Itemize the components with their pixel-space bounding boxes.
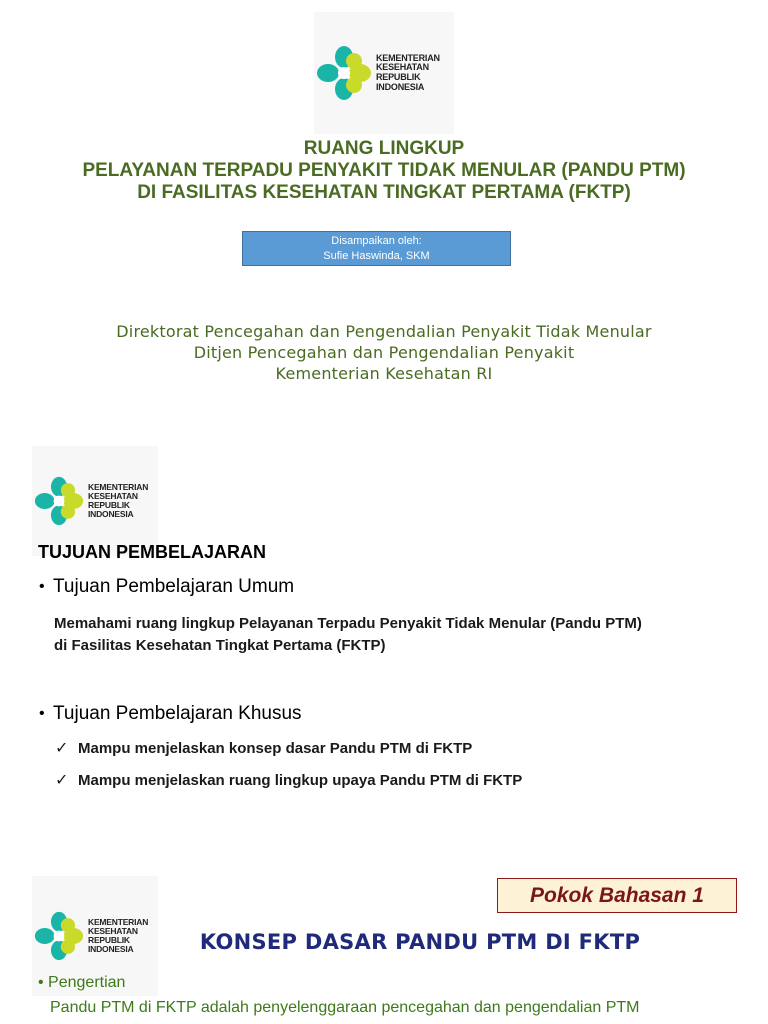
slide-title: KONSEP DASAR PANDU PTM DI FKTP xyxy=(199,930,641,954)
logo-line: REPUBLIK xyxy=(88,935,130,945)
bullet-title: Tujuan Pembelajaran Khusus xyxy=(53,703,302,724)
kemenkes-logo xyxy=(314,12,454,134)
presenter-name: Sufie Haswinda, SKM xyxy=(323,250,430,262)
slide-title xyxy=(0,0,768,425)
section-heading: TUJUAN PEMBELAJARAN xyxy=(38,542,267,562)
list-item-text: Mampu menjelaskan konsep dasar Pandu PTM di FKTP xyxy=(78,739,473,757)
logo-wordmark xyxy=(376,54,440,93)
logo-line: REPUBLIK xyxy=(376,72,421,82)
kemenkes-logo xyxy=(32,446,158,556)
logo-line: REPUBLIK xyxy=(88,500,130,510)
presentation-title xyxy=(0,138,768,204)
logo-wordmark xyxy=(88,918,148,955)
bullet-definition: • Pengertian xyxy=(38,974,126,991)
logo-line: INDONESIA xyxy=(376,81,425,92)
logo-line: KEMENTERIAN xyxy=(88,916,149,927)
organization-block xyxy=(0,321,768,384)
org-line: Direktorat Pencegahan dan Pengendalian Penyakit Tidak Menular xyxy=(116,322,652,341)
list-item-text: Mampu menjelaskan ruang lingkup upaya Pandu PTM di FKTP xyxy=(78,771,523,789)
logo-line: KESEHATAN xyxy=(88,490,138,501)
slide-concept xyxy=(0,866,768,1024)
org-line: Kementerian Kesehatan RI xyxy=(275,364,493,383)
text-line: di Fasilitas Kesehatan Tingkat Pertama (FKTP) xyxy=(54,637,386,654)
bullet-icon: • xyxy=(39,578,45,595)
slide-objectives xyxy=(0,432,768,857)
logo-line: KEMENTERIAN xyxy=(376,52,440,63)
logo-wordmark xyxy=(88,483,148,520)
title-line: PELAYANAN TERPADU PENYAKIT TIDAK MENULAR (PANDU PTM) xyxy=(82,160,686,181)
list-item xyxy=(55,738,472,758)
bullet-icon: • xyxy=(39,705,45,722)
bullet-general-objective xyxy=(39,576,294,598)
bullet-title: Tujuan Pembelajaran Umum xyxy=(53,576,295,597)
kemenkes-emblem-icon xyxy=(34,911,84,961)
checkmark-icon: ✓ xyxy=(55,772,69,789)
presenter-box xyxy=(242,231,511,266)
kemenkes-emblem-icon xyxy=(34,476,84,526)
definition-text: Pandu PTM di FKTP adalah penyelenggaraan pencegahan dan pengendalian PTM xyxy=(50,999,640,1016)
kemenkes-emblem-icon xyxy=(316,45,372,101)
text-line: Memahami ruang lingkup Pelayanan Terpadu Penyakit Tidak Menular (Pandu PTM) xyxy=(54,615,642,632)
logo-line: INDONESIA xyxy=(88,944,134,955)
title-line: RUANG LINGKUP xyxy=(303,138,465,159)
logo-line: KEMENTERIAN xyxy=(88,481,149,492)
list-item xyxy=(55,770,522,790)
org-line: Ditjen Pencegahan dan Pengendalian Penyakit xyxy=(193,343,575,362)
topic-badge: Pokok Bahasan 1 xyxy=(497,878,737,913)
checkmark-icon: ✓ xyxy=(55,740,69,757)
general-objective-text xyxy=(54,613,734,657)
logo-line: KESEHATAN xyxy=(376,62,429,73)
bullet-specific-objective xyxy=(39,703,302,725)
logo-line: INDONESIA xyxy=(88,509,134,520)
title-line: DI FASILITAS KESEHATAN TINGKAT PERTAMA (FKTP) xyxy=(137,182,631,203)
logo-line: KESEHATAN xyxy=(88,925,138,936)
presenter-label: Disampaikan oleh: xyxy=(331,235,422,247)
